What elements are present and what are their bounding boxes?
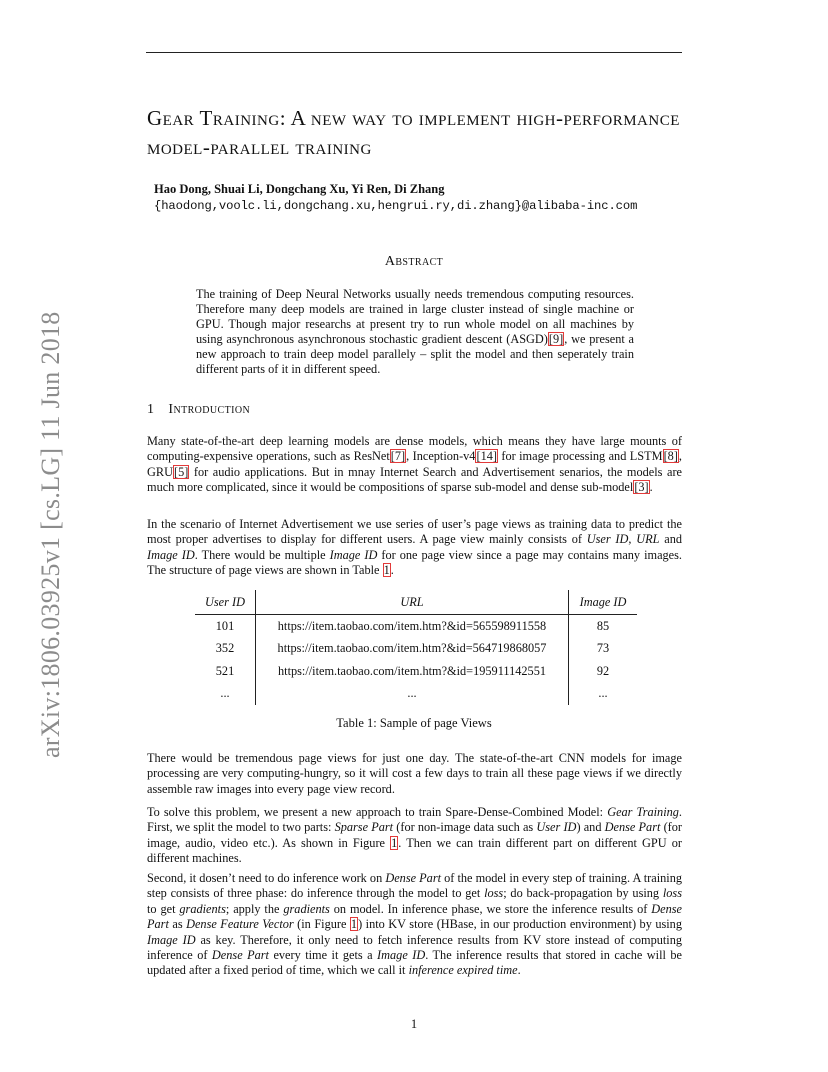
text-run: every time it gets a <box>268 948 378 963</box>
text-run: . <box>390 563 394 578</box>
section-heading <box>147 402 250 418</box>
text-run: as <box>168 917 187 932</box>
text-run: . <box>517 963 521 978</box>
citation-link[interactable]: [8] <box>663 449 678 464</box>
author-emails: {haodong,voolc.li,dongchang.xu,hengrui.ry,di.zhang}@alibaba-inc.com <box>154 199 638 213</box>
cell-image-id: 92 <box>596 663 610 678</box>
text-run: , <box>628 532 637 547</box>
citation-link[interactable]: [9] <box>548 332 564 346</box>
citation-link[interactable]: [5] <box>173 464 189 479</box>
text-run: ) into KV store (HBase, in our production environment) by using <box>358 917 682 932</box>
cell-user-id: ... <box>195 683 256 706</box>
section-number: 1 <box>147 402 155 417</box>
emphasis: loss <box>662 886 682 901</box>
cell-url: https://item.taobao.com/item.htm?&id=565598911558 <box>256 615 569 638</box>
emphasis: loss <box>484 886 504 901</box>
page-views-table <box>195 590 637 705</box>
column-header-user-id: User ID <box>195 590 256 615</box>
text-run: , Inception-v4 <box>406 449 476 464</box>
table-reference-link[interactable]: 1 <box>383 563 390 578</box>
cell-image-id: ... <box>598 686 608 701</box>
citation-link[interactable]: [14] <box>476 449 497 464</box>
abstract-text <box>196 287 634 377</box>
cell-image-id: 85 <box>596 618 610 633</box>
intro-paragraph-1 <box>147 434 682 496</box>
emphasis: Image ID <box>377 948 426 963</box>
emphasis: gradients <box>179 901 226 916</box>
arxiv-identifier: arXiv:1806.03925v1 [cs.LG] 11 Jun 2018 <box>36 311 65 758</box>
table-header-row <box>195 590 637 615</box>
author-list: Hao Dong, Shuai Li, Dongchang Xu, Yi Ren, Di Zhang <box>154 182 445 196</box>
text-run: for image processing and LSTM <box>497 449 663 464</box>
table-row <box>195 683 637 706</box>
text-run: ; apply the <box>225 901 284 916</box>
text-run: (in Figure <box>293 917 350 932</box>
text-run: ) and <box>576 820 605 835</box>
cell-url: https://item.taobao.com/item.htm?&id=195911142551 <box>256 660 569 683</box>
text-run: . There would be multiple <box>194 547 330 562</box>
emphasis: Image ID <box>147 932 196 947</box>
text-run: Second, it dosen’t need to do inference work on <box>147 871 386 885</box>
text-run: of the model in every step of training. A training step consists of three phase: do inference through the model to get <box>147 871 682 901</box>
table-row <box>195 638 637 661</box>
cell-image-id: 73 <box>596 641 610 656</box>
column-header-image-id: Image ID <box>569 590 638 615</box>
emphasis: Image ID <box>147 547 195 562</box>
text-run: to get <box>147 901 180 916</box>
cell-url: https://item.taobao.com/item.htm?&id=564719868057 <box>256 638 569 661</box>
intro-paragraph-4 <box>147 805 682 867</box>
abstract-text-part: , we present a new approach to train deep model parallely – split the model and then seperately train different parts of it in different speed. <box>196 332 634 376</box>
abstract-text-part: The training of Deep Neural Networks usually needs tremendous computing resources. Therefore many deep models are trained in large cluster instead of single machine or GPU. Though major researchs at present try to run whole model on all machines by using asynchronous asynchronous stochastic gradient descent (ASGD) <box>196 287 634 346</box>
text-run: To solve this problem, we present a new approach to train Spare-Dense-Combined Model: <box>147 805 608 819</box>
emphasis: Dense Feature Vector <box>186 917 294 932</box>
top-rule <box>146 52 682 53</box>
emphasis: gradients <box>283 901 330 916</box>
section-title: Introduction <box>168 402 251 417</box>
emphasis: Dense Part <box>385 871 442 885</box>
table-row <box>195 660 637 683</box>
text-run: . The inference results that stored in cache will be updated after a fixed period of time, which we call it <box>147 948 682 978</box>
emphasis: inference expired time <box>408 963 518 978</box>
text-run: (for non-image data such as <box>393 820 537 835</box>
paper-title: Gear Training: A new way to implement high-performance model-parallel training <box>147 106 680 159</box>
text-run: , GRU <box>147 449 682 479</box>
text-run: for audio applications. But in mnay Internet Search and Advertisement senarios, the models are much more complicated, since it would be compositions of sparse sub-model and dense sub-model <box>147 464 682 495</box>
emphasis: User ID <box>586 532 629 547</box>
text-run: . First, we split the model to two parts: <box>147 805 682 835</box>
emphasis: Image ID <box>329 547 378 562</box>
intro-paragraph-2 <box>147 517 682 579</box>
cell-url: ... <box>256 683 569 706</box>
text-run: on model. In inference phase, we store the inference results of <box>329 901 652 916</box>
text-run: and <box>659 532 682 547</box>
figure-reference-link[interactable]: 1 <box>350 917 358 932</box>
text-run: ; do back-propagation by using <box>503 886 663 901</box>
table-caption: Table 1: Sample of page Views <box>336 716 492 730</box>
cell-user-id: 101 <box>195 615 256 638</box>
text-run: Many state-of-the-art deep learning models are dense models, which means they have large mounts of computing-expensive operations, such as ResNet <box>147 434 682 464</box>
emphasis: Dense Part <box>147 901 682 932</box>
text-run: In the scenario of Internet Advertisement we use series of user’s page views as training data to predict the most proper advertises to display for different users. A page view mainly consists of <box>147 517 682 547</box>
text-run: . Then we can train different part on different GPU or different machines. <box>147 835 682 866</box>
column-header-url: URL <box>256 590 569 615</box>
abstract-heading: Abstract <box>384 254 444 269</box>
emphasis: User ID <box>536 820 577 835</box>
citation-link[interactable]: [7] <box>390 449 406 464</box>
text-run: . <box>649 480 653 495</box>
text-run: for one page view since a page may contains many images. The structure of page views are shown in Table <box>147 547 683 578</box>
citation-link[interactable]: [3] <box>634 480 649 495</box>
emphasis: Sparse Part <box>334 820 394 835</box>
intro-paragraph-3: There would be tremendous page views for just one day. The state-of-the-art CNN models for image processing are very computing-hungry, so it will cost a few days to train all these page views if we directly assemble raw images into every page view record. <box>147 751 682 796</box>
cell-user-id: 352 <box>195 638 256 661</box>
intro-paragraph-5 <box>147 871 682 979</box>
page-number: 1 <box>410 1017 418 1031</box>
text-run: as key. Therefore, it only need to fetch inference results from KV store instead of computing inference of <box>147 932 682 963</box>
emphasis: URL <box>636 532 660 547</box>
cell-user-id: 521 <box>195 660 256 683</box>
text-run: (for image, audio, video etc.). As shown in Figure <box>147 820 683 850</box>
emphasis: Gear Training <box>607 805 679 819</box>
table-row <box>195 615 637 638</box>
emphasis: Dense Part <box>211 948 269 963</box>
figure-reference-link[interactable]: 1 <box>391 835 398 850</box>
emphasis: Dense Part <box>604 820 661 835</box>
